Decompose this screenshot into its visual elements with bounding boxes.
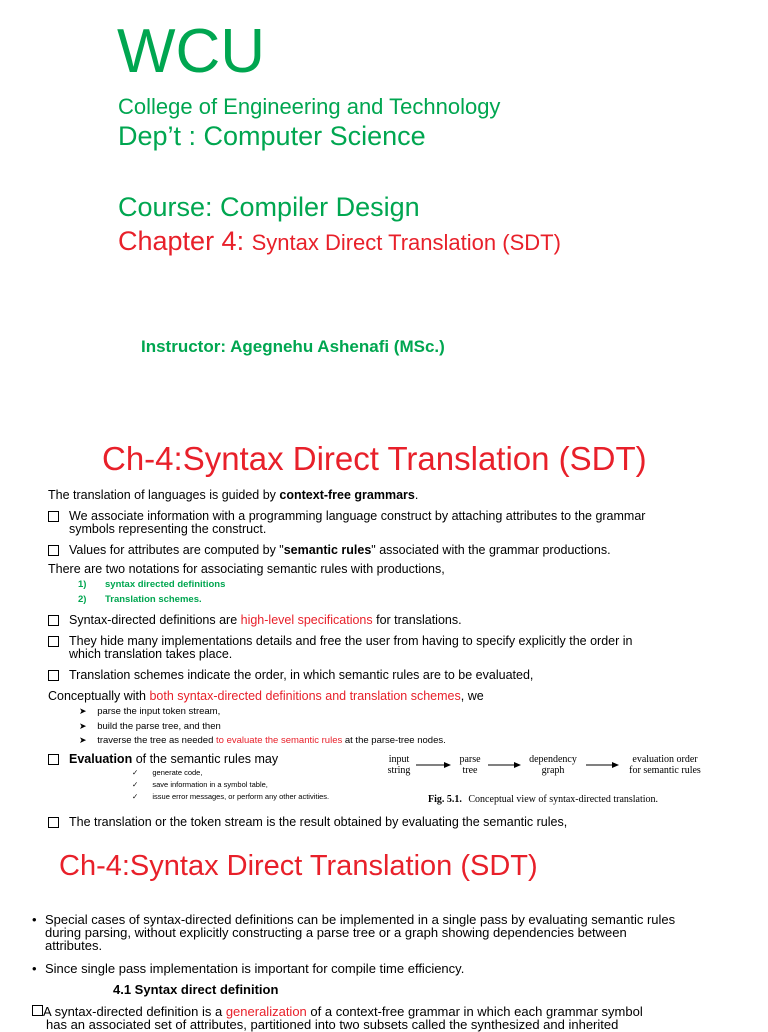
chapter-title: Syntax Direct Translation (SDT): [251, 230, 561, 255]
text-span: Syntax-directed definitions are: [69, 613, 241, 627]
figure-node-evaluation-order: [618, 754, 712, 776]
arrow-bullet-icon: ➤: [79, 735, 87, 745]
content-slide-2: [0, 850, 768, 1032]
arrow-bullet-icon: ➤: [79, 721, 87, 731]
step-text: at the parse-tree nodes.: [342, 735, 446, 746]
highlight-text: high-level specifications: [240, 613, 373, 627]
text-span: for translations.: [372, 613, 462, 627]
bullet-evaluation-text: [69, 753, 278, 766]
bullet-sdd: [48, 615, 59, 629]
bullet-line: symbols representing the construct.: [69, 522, 267, 536]
eval-item-text: issue error messages, or perform any other activities.: [152, 792, 330, 801]
conceptually-line: [48, 690, 484, 703]
check-icon: ✓: [132, 768, 139, 777]
bullet-associate-text: [69, 510, 645, 536]
subsection-heading: 4.1 Syntax direct definition: [113, 982, 279, 997]
text-span: " associated with the grammar productions.: [371, 543, 611, 557]
highlight-text: generalization: [225, 1004, 307, 1019]
step-2: [79, 721, 221, 732]
figure-syntax-directed-translation: [382, 750, 712, 810]
square-bullet-icon: [48, 511, 59, 522]
text-span: Conceptually with: [48, 689, 150, 703]
text-span: Values for attributes are computed by ": [69, 543, 284, 557]
chapter-prefix: Chapter 4:: [118, 226, 252, 256]
square-bullet-icon: [48, 754, 59, 765]
notation-2-number: 2): [78, 594, 87, 605]
paragraph-definition: [32, 1005, 643, 1031]
eval-item-text: generate code,: [152, 768, 203, 777]
title-slide: [0, 0, 768, 412]
figure-node-input-string: [382, 754, 416, 776]
figure-node-parse-tree: [452, 754, 488, 776]
square-bullet-icon: [48, 636, 59, 647]
figure-caption: [428, 794, 658, 805]
slide-title-wcu: WCU: [117, 17, 266, 86]
bullet-evaluation: [48, 754, 59, 768]
bullet-values: [48, 545, 59, 559]
eval-item-text: save information in a symbol table,: [152, 780, 268, 789]
bullet-associate: [48, 511, 59, 525]
bullet-sdd-text: [69, 614, 462, 627]
caption-number: Fig. 5.1.: [428, 794, 462, 805]
paragraph-special-cases: [45, 913, 675, 952]
arrow-bullet-icon: ➤: [79, 706, 87, 716]
chapter-heading: [118, 226, 561, 257]
evaluation-bold: Evaluation: [69, 752, 133, 766]
node-label: for semantic rules: [629, 765, 701, 776]
text-span: A syntax-directed definition is a: [43, 1004, 226, 1019]
notation-1-text: syntax directed definitions: [105, 579, 226, 590]
node-label: graph: [541, 765, 565, 776]
check-icon: ✓: [132, 792, 139, 801]
step-text: traverse the tree as needed: [97, 735, 217, 746]
paragraph-line: Special cases of syntax-directed definitions can be implemented in a single pass by evaluating semantic rules: [45, 912, 676, 927]
step-1: [79, 706, 220, 717]
text-span: , we: [460, 689, 484, 703]
bullet-last: [48, 817, 59, 831]
eval-item-1: [132, 768, 202, 777]
slide-title: Ch-4:Syntax Direct Translation (SDT): [102, 440, 647, 477]
instructor-name: Instructor: Agegnehu Ashenafi (MSc.): [141, 337, 445, 356]
content-slide-1: [0, 412, 768, 850]
highlight-text: both syntax-directed definitions and translation schemes: [149, 689, 461, 703]
node-label: input: [388, 754, 410, 765]
bullet-line: which translation takes place.: [69, 647, 233, 661]
bullet-values-text: [69, 544, 611, 557]
paragraph-line: has an associated set of attributes, partitioned into two subsets called the synthesized and inherited: [46, 1017, 619, 1032]
intro-text: The translation of languages is guided by: [48, 488, 280, 502]
notations-line: There are two notations for associating semantic rules with productions,: [48, 562, 445, 576]
square-bullet-icon: [32, 1005, 43, 1016]
slide-title: Ch-4:Syntax Direct Translation (SDT): [59, 850, 538, 882]
bullet-hide-text: [69, 635, 632, 661]
semantic-rules-bold: semantic rules: [283, 543, 372, 557]
bullet-line: We associate information with a programming language construct by attaching attributes to the grammar: [69, 509, 646, 523]
course-name: Course: Compiler Design: [118, 192, 420, 222]
bullet-line: They hide many implementations details and free the user from having to specify explicitly the order in: [69, 634, 633, 648]
text-span: of a context-free grammar in which each grammar symbol: [306, 1004, 643, 1019]
college-name: College of Engineering and Technology: [118, 94, 501, 119]
bullet-last-text: The translation or the token stream is the result obtained by evaluating the semantic rules,: [69, 815, 568, 829]
department-name: Dep’t : Computer Science: [118, 121, 426, 151]
intro-end: .: [414, 488, 419, 502]
paragraph-line: during parsing, without explicitly constructing a parse tree or a graph showing dependencies between: [45, 925, 627, 940]
square-bullet-icon: [48, 615, 59, 626]
bullet-schemes: [48, 670, 59, 684]
intro-line: [48, 489, 418, 502]
node-label: string: [387, 765, 411, 776]
notation-1-number: 1): [78, 579, 87, 590]
node-label: dependency: [529, 754, 577, 765]
square-bullet-icon: [48, 817, 59, 828]
step-3: [79, 735, 446, 746]
eval-item-3: [132, 792, 329, 801]
round-bullet-icon: •: [32, 961, 37, 976]
caption-text: Conceptual view of syntax-directed translation.: [468, 794, 659, 805]
paragraph-single-pass: Since single pass implementation is important for compile time efficiency.: [45, 961, 465, 976]
step-text: build the parse tree, and then: [97, 721, 221, 732]
node-label: tree: [462, 765, 478, 776]
bullet-schemes-text: Translation schemes indicate the order, in which semantic rules are to be evaluated,: [69, 668, 534, 682]
text-span: of the semantic rules may: [132, 752, 279, 766]
node-label: parse: [459, 754, 481, 765]
check-icon: ✓: [132, 780, 139, 789]
step-text: parse the input token stream,: [97, 706, 221, 717]
square-bullet-icon: [48, 670, 59, 681]
highlight-text: to evaluate the semantic rules: [216, 735, 343, 746]
node-label: evaluation order: [632, 754, 698, 765]
paragraph-line: attributes.: [45, 938, 103, 953]
square-bullet-icon: [48, 545, 59, 556]
intro-bold: context-free grammars: [279, 488, 415, 502]
notation-2-text: Translation schemes.: [105, 594, 202, 605]
eval-item-2: [132, 780, 268, 789]
figure-node-dependency-graph: [520, 754, 586, 776]
round-bullet-icon: •: [32, 912, 37, 927]
bullet-hide: [48, 636, 59, 650]
